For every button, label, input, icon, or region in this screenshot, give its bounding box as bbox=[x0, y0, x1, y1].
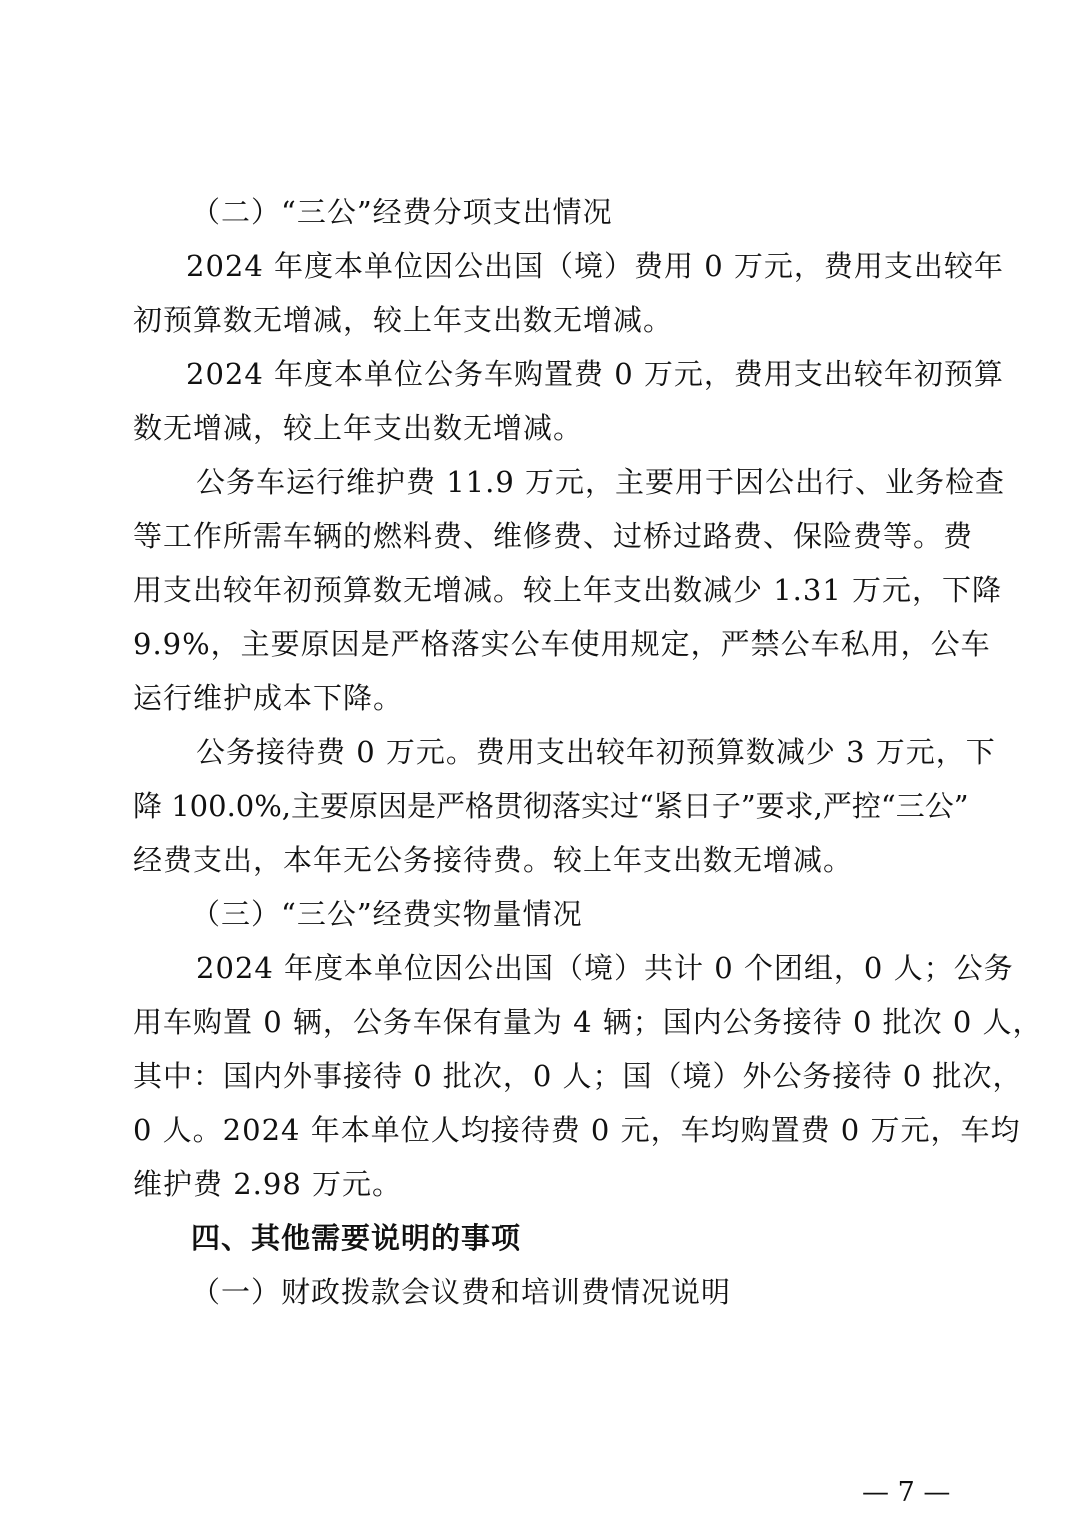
paragraph-line: 初预算数无增减，较上年支出数无增减。 bbox=[133, 303, 674, 337]
section-two-heading: （二）“三公”经费分项支出情况 bbox=[191, 195, 613, 229]
paragraph-line: 0 人。2024 年本单位人均接待费 0 元，车均购置费 0 万元，车均 bbox=[133, 1113, 1021, 1147]
paragraph-line: 2024 年度本单位公务车购置费 0 万元，费用支出较年初预算 bbox=[186, 357, 1004, 391]
paragraph-line: 用支出较年初预算数无增减。较上年支出数减少 1.31 万元，下降 bbox=[133, 573, 1003, 607]
paragraph-line: 2024 年度本单位因公出国（境）费用 0 万元，费用支出较年 bbox=[186, 249, 1004, 283]
paragraph-line: 其中：国内外事接待 0 批次，0 人；国（境）外公务接待 0 批次， bbox=[133, 1059, 1023, 1093]
section-three-heading: （三）“三公”经费实物量情况 bbox=[191, 897, 583, 931]
paragraph-line: 经费支出，本年无公务接待费。较上年支出数无增减。 bbox=[133, 843, 854, 877]
paragraph-line: 9.9%，主要原因是严格落实公车使用规定，严禁公车私用，公车 bbox=[133, 627, 991, 661]
paragraph-line: 2024 年度本单位因公出国（境）共计 0 个团组，0 人；公务 bbox=[196, 951, 1014, 985]
paragraph-line: 数无增减，较上年支出数无增减。 bbox=[133, 411, 584, 445]
paragraph-line: 维护费 2.98 万元。 bbox=[133, 1167, 403, 1201]
section-four-heading: 四、其他需要说明的事项 bbox=[191, 1221, 522, 1255]
paragraph-line: 降 100.0%,主要原因是严格贯彻落实过“紧日子”要求,严控“三公” bbox=[133, 789, 969, 823]
subsection-one-heading: （一）财政拨款会议费和培训费情况说明 bbox=[191, 1275, 732, 1309]
paragraph-line: 等工作所需车辆的燃料费、维修费、过桥过路费、保险费等。费 bbox=[133, 519, 974, 553]
page-number: — 7 — bbox=[862, 1477, 951, 1508]
paragraph-line: 公务接待费 0 万元。费用支出较年初预算数减少 3 万元，下 bbox=[196, 735, 996, 769]
paragraph-line: 公务车运行维护费 11.9 万元，主要用于因公出行、业务检查 bbox=[196, 465, 1006, 499]
paragraph-line: 运行维护成本下降。 bbox=[133, 681, 404, 715]
paragraph-line: 用车购置 0 辆，公务车保有量为 4 辆；国内公务接待 0 批次 0 人， bbox=[133, 1005, 1043, 1039]
